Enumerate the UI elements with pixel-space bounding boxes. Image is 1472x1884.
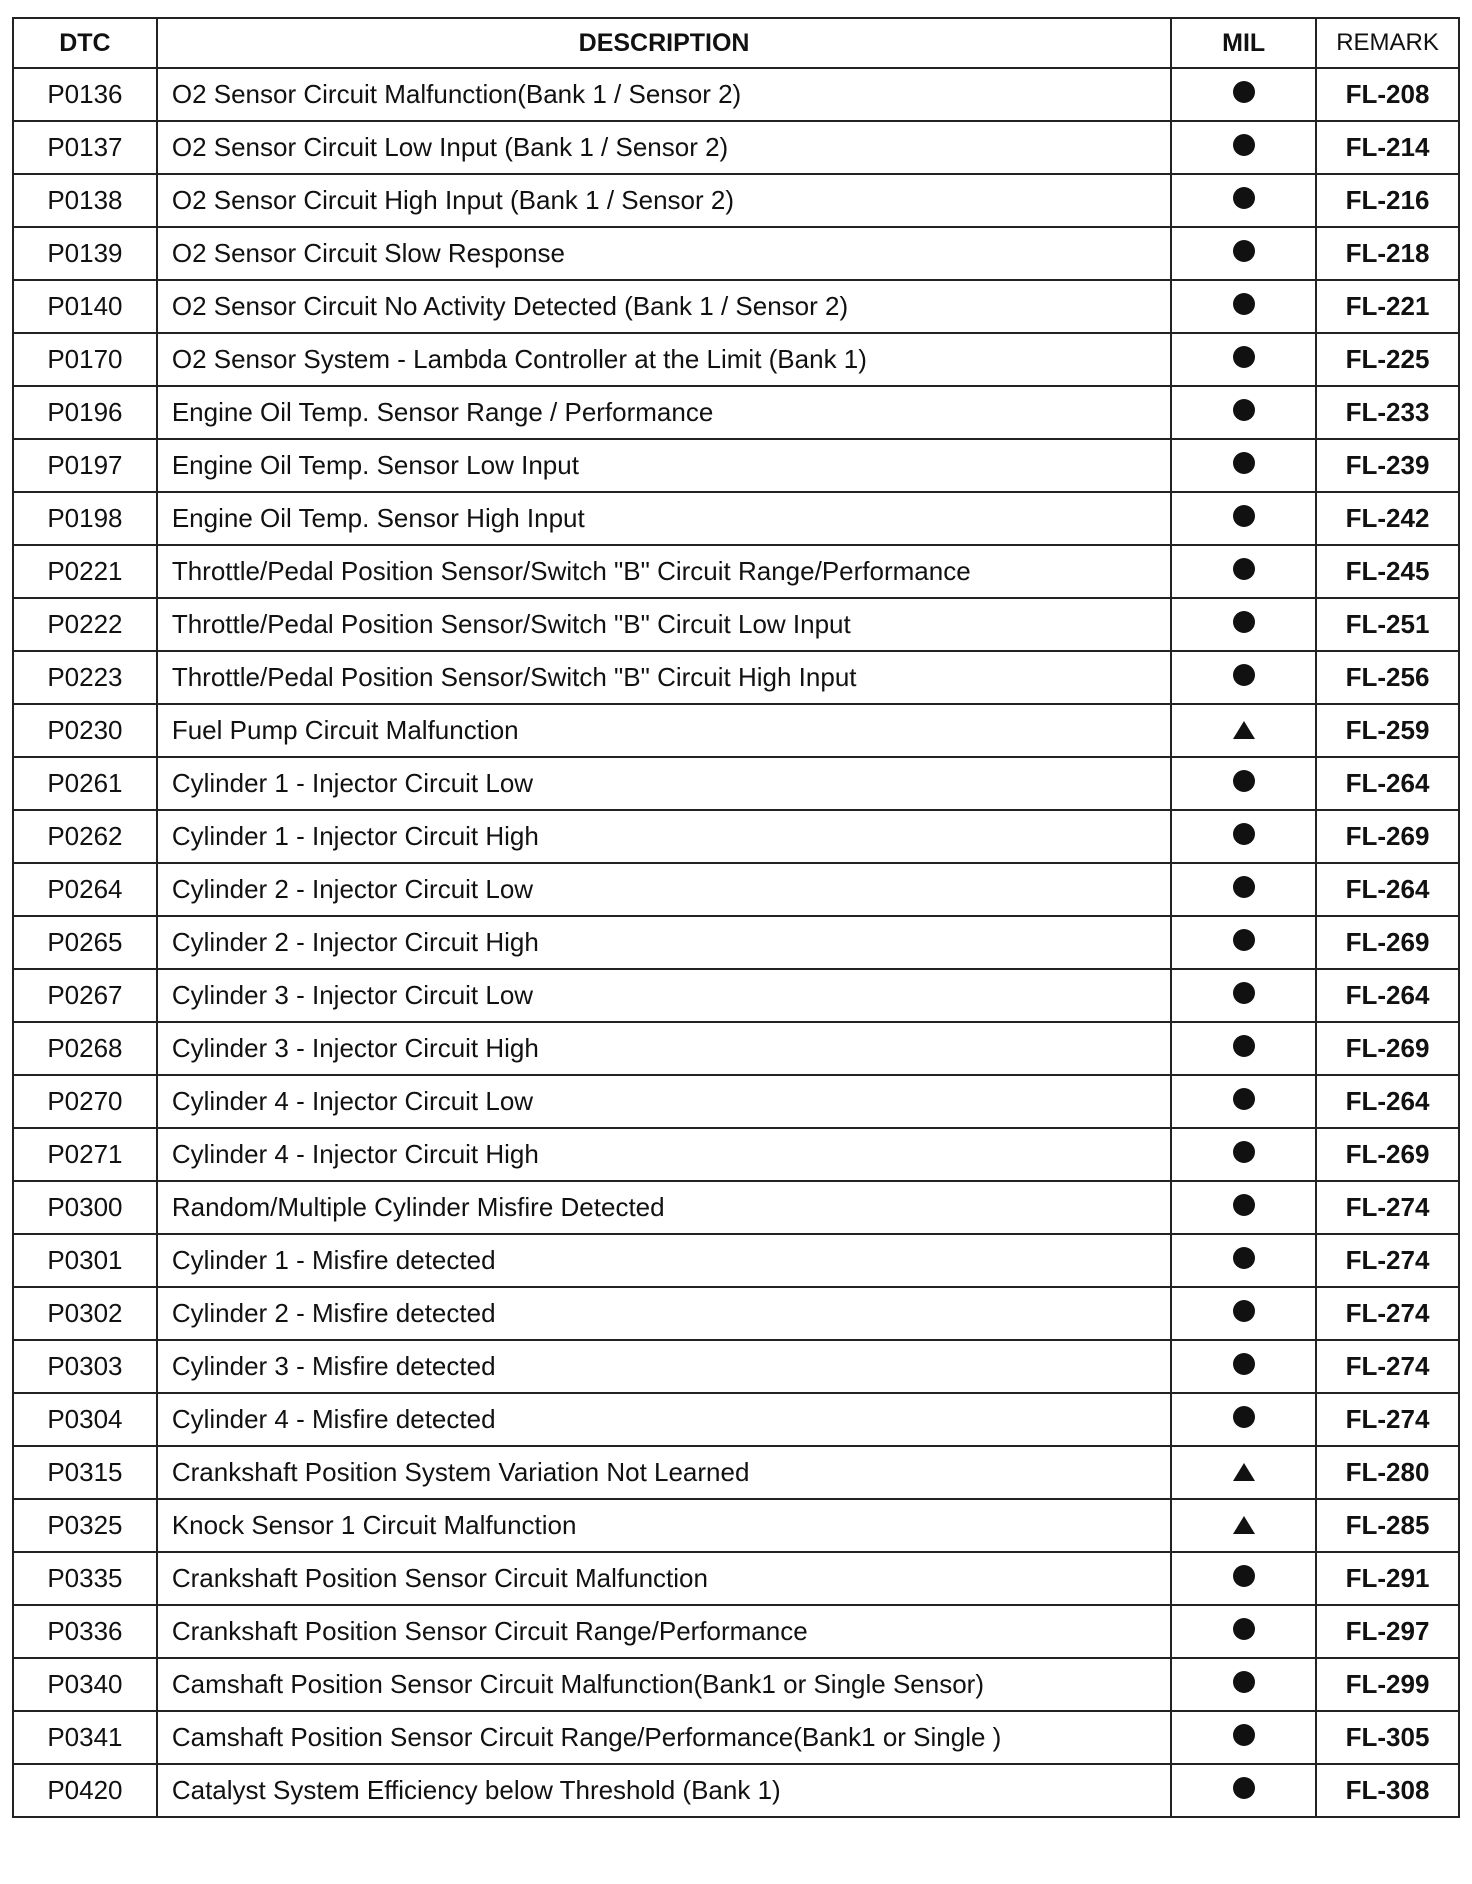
mil-cell [1171, 1181, 1316, 1234]
filled-circle-icon [1233, 1671, 1255, 1693]
dtc-description: O2 Sensor Circuit No Activity Detected (Bank 1 / Sensor 2) [157, 280, 1171, 333]
dtc-code: P0325 [13, 1499, 157, 1552]
remark-reference: FL-269 [1316, 1128, 1459, 1181]
dtc-code: P0221 [13, 545, 157, 598]
remark-reference: FL-225 [1316, 333, 1459, 386]
filled-circle-icon [1233, 876, 1255, 898]
filled-circle-icon [1233, 81, 1255, 103]
dtc-code: P0420 [13, 1764, 157, 1817]
remark-reference: FL-214 [1316, 121, 1459, 174]
dtc-description: Crankshaft Position Sensor Circuit Malfunction [157, 1552, 1171, 1605]
mil-cell [1171, 386, 1316, 439]
filled-circle-icon [1233, 823, 1255, 845]
table-row [13, 1499, 1459, 1552]
mil-cell [1171, 1658, 1316, 1711]
remark-reference: FL-291 [1316, 1552, 1459, 1605]
mil-cell [1171, 1022, 1316, 1075]
filled-circle-icon [1233, 293, 1255, 315]
remark-reference: FL-274 [1316, 1234, 1459, 1287]
filled-circle-icon [1233, 1194, 1255, 1216]
dtc-description: O2 Sensor Circuit High Input (Bank 1 / Sensor 2) [157, 174, 1171, 227]
mil-cell [1171, 651, 1316, 704]
mil-cell [1171, 1605, 1316, 1658]
remark-reference: FL-299 [1316, 1658, 1459, 1711]
mil-cell [1171, 598, 1316, 651]
table-row [13, 598, 1459, 651]
dtc-code: P0196 [13, 386, 157, 439]
table-row [13, 227, 1459, 280]
remark-reference: FL-264 [1316, 1075, 1459, 1128]
dtc-description: Cylinder 2 - Injector Circuit High [157, 916, 1171, 969]
table-row [13, 1658, 1459, 1711]
table-row [13, 1393, 1459, 1446]
filled-circle-icon [1233, 929, 1255, 951]
filled-circle-icon [1233, 1141, 1255, 1163]
table-row [13, 68, 1459, 121]
mil-cell [1171, 863, 1316, 916]
table-row [13, 439, 1459, 492]
table-row [13, 333, 1459, 386]
dtc-code: P0271 [13, 1128, 157, 1181]
filled-circle-icon [1233, 611, 1255, 633]
mil-cell [1171, 492, 1316, 545]
dtc-description: Crankshaft Position System Variation Not Learned [157, 1446, 1171, 1499]
triangle-icon [1233, 1463, 1255, 1481]
dtc-code: P0301 [13, 1234, 157, 1287]
filled-circle-icon [1233, 240, 1255, 262]
header-description: DESCRIPTION [157, 18, 1171, 68]
dtc-code: P0267 [13, 969, 157, 1022]
mil-cell [1171, 333, 1316, 386]
dtc-description: Cylinder 2 - Misfire detected [157, 1287, 1171, 1340]
dtc-code: P0139 [13, 227, 157, 280]
table-row [13, 969, 1459, 1022]
mil-cell [1171, 969, 1316, 1022]
mil-cell [1171, 545, 1316, 598]
remark-reference: FL-264 [1316, 969, 1459, 1022]
dtc-description: O2 Sensor System - Lambda Controller at the Limit (Bank 1) [157, 333, 1171, 386]
table-row [13, 1711, 1459, 1764]
dtc-code: P0262 [13, 810, 157, 863]
remark-reference: FL-274 [1316, 1181, 1459, 1234]
dtc-description: Cylinder 4 - Injector Circuit Low [157, 1075, 1171, 1128]
mil-cell [1171, 704, 1316, 757]
filled-circle-icon [1233, 346, 1255, 368]
remark-reference: FL-245 [1316, 545, 1459, 598]
table-row [13, 651, 1459, 704]
remark-reference: FL-274 [1316, 1287, 1459, 1340]
mil-cell [1171, 174, 1316, 227]
dtc-description: Camshaft Position Sensor Circuit Malfunction(Bank1 or Single Sensor) [157, 1658, 1171, 1711]
table-row [13, 1181, 1459, 1234]
mil-cell [1171, 1552, 1316, 1605]
remark-reference: FL-208 [1316, 68, 1459, 121]
filled-circle-icon [1233, 1406, 1255, 1428]
filled-circle-icon [1233, 1353, 1255, 1375]
remark-reference: FL-259 [1316, 704, 1459, 757]
table-row [13, 174, 1459, 227]
table-row [13, 1605, 1459, 1658]
filled-circle-icon [1233, 399, 1255, 421]
dtc-description: Camshaft Position Sensor Circuit Range/Performance(Bank1 or Single ) [157, 1711, 1171, 1764]
dtc-code: P0197 [13, 439, 157, 492]
header-row [13, 18, 1459, 68]
dtc-code: P0136 [13, 68, 157, 121]
table-row [13, 1287, 1459, 1340]
dtc-description: Cylinder 2 - Injector Circuit Low [157, 863, 1171, 916]
mil-cell [1171, 916, 1316, 969]
mil-cell [1171, 757, 1316, 810]
filled-circle-icon [1233, 452, 1255, 474]
dtc-description: O2 Sensor Circuit Malfunction(Bank 1 / Sensor 2) [157, 68, 1171, 121]
table-row [13, 1075, 1459, 1128]
dtc-table [12, 17, 1460, 1818]
dtc-description: Catalyst System Efficiency below Threshold (Bank 1) [157, 1764, 1171, 1817]
mil-cell [1171, 1393, 1316, 1446]
dtc-code: P0265 [13, 916, 157, 969]
dtc-code: P0223 [13, 651, 157, 704]
dtc-description: Random/Multiple Cylinder Misfire Detected [157, 1181, 1171, 1234]
mil-cell [1171, 1234, 1316, 1287]
table-row [13, 810, 1459, 863]
header-remark: REMARK [1316, 18, 1459, 68]
dtc-code: P0230 [13, 704, 157, 757]
dtc-code: P0335 [13, 1552, 157, 1605]
remark-reference: FL-264 [1316, 757, 1459, 810]
dtc-code: P0268 [13, 1022, 157, 1075]
mil-cell [1171, 1287, 1316, 1340]
dtc-code: P0315 [13, 1446, 157, 1499]
filled-circle-icon [1233, 1300, 1255, 1322]
mil-cell [1171, 1446, 1316, 1499]
header-mil: MIL [1171, 18, 1316, 68]
table-row [13, 492, 1459, 545]
dtc-description: Engine Oil Temp. Sensor High Input [157, 492, 1171, 545]
filled-circle-icon [1233, 505, 1255, 527]
table-row [13, 1446, 1459, 1499]
dtc-description: Cylinder 3 - Injector Circuit High [157, 1022, 1171, 1075]
dtc-code: P0137 [13, 121, 157, 174]
dtc-description: Knock Sensor 1 Circuit Malfunction [157, 1499, 1171, 1552]
dtc-code: P0222 [13, 598, 157, 651]
mil-cell [1171, 1128, 1316, 1181]
dtc-code: P0341 [13, 1711, 157, 1764]
table-row [13, 1234, 1459, 1287]
mil-cell [1171, 1499, 1316, 1552]
filled-circle-icon [1233, 1565, 1255, 1587]
dtc-description: Cylinder 1 - Misfire detected [157, 1234, 1171, 1287]
mil-cell [1171, 1764, 1316, 1817]
dtc-code: P0140 [13, 280, 157, 333]
dtc-code: P0261 [13, 757, 157, 810]
mil-cell [1171, 439, 1316, 492]
remark-reference: FL-221 [1316, 280, 1459, 333]
dtc-code: P0264 [13, 863, 157, 916]
remark-reference: FL-269 [1316, 810, 1459, 863]
dtc-description: Cylinder 1 - Injector Circuit Low [157, 757, 1171, 810]
table-row [13, 916, 1459, 969]
triangle-icon [1233, 1516, 1255, 1534]
remark-reference: FL-305 [1316, 1711, 1459, 1764]
filled-circle-icon [1233, 982, 1255, 1004]
filled-circle-icon [1233, 664, 1255, 686]
dtc-description: Cylinder 4 - Misfire detected [157, 1393, 1171, 1446]
filled-circle-icon [1233, 1035, 1255, 1057]
dtc-description: Crankshaft Position Sensor Circuit Range/Performance [157, 1605, 1171, 1658]
remark-reference: FL-233 [1316, 386, 1459, 439]
table-row [13, 1552, 1459, 1605]
remark-reference: FL-239 [1316, 439, 1459, 492]
remark-reference: FL-280 [1316, 1446, 1459, 1499]
dtc-description: O2 Sensor Circuit Low Input (Bank 1 / Sensor 2) [157, 121, 1171, 174]
filled-circle-icon [1233, 770, 1255, 792]
filled-circle-icon [1233, 1724, 1255, 1746]
mil-cell [1171, 227, 1316, 280]
remark-reference: FL-218 [1316, 227, 1459, 280]
dtc-code: P0303 [13, 1340, 157, 1393]
table-row [13, 1764, 1459, 1817]
remark-reference: FL-216 [1316, 174, 1459, 227]
dtc-description: Engine Oil Temp. Sensor Range / Performance [157, 386, 1171, 439]
mil-cell [1171, 121, 1316, 174]
filled-circle-icon [1233, 187, 1255, 209]
remark-reference: FL-308 [1316, 1764, 1459, 1817]
remark-reference: FL-274 [1316, 1393, 1459, 1446]
remark-reference: FL-285 [1316, 1499, 1459, 1552]
table-row [13, 545, 1459, 598]
filled-circle-icon [1233, 1618, 1255, 1640]
filled-circle-icon [1233, 1088, 1255, 1110]
table-row [13, 280, 1459, 333]
dtc-description: Cylinder 3 - Injector Circuit Low [157, 969, 1171, 1022]
dtc-code: P0302 [13, 1287, 157, 1340]
table-row [13, 1022, 1459, 1075]
table-row [13, 1128, 1459, 1181]
mil-cell [1171, 810, 1316, 863]
dtc-description: Engine Oil Temp. Sensor Low Input [157, 439, 1171, 492]
dtc-description: Throttle/Pedal Position Sensor/Switch "B" Circuit Low Input [157, 598, 1171, 651]
remark-reference: FL-269 [1316, 1022, 1459, 1075]
remark-reference: FL-256 [1316, 651, 1459, 704]
dtc-code: P0138 [13, 174, 157, 227]
dtc-code: P0336 [13, 1605, 157, 1658]
dtc-code: P0340 [13, 1658, 157, 1711]
dtc-code: P0270 [13, 1075, 157, 1128]
remark-reference: FL-269 [1316, 916, 1459, 969]
remark-reference: FL-274 [1316, 1340, 1459, 1393]
table-row [13, 704, 1459, 757]
dtc-description: Cylinder 4 - Injector Circuit High [157, 1128, 1171, 1181]
mil-cell [1171, 280, 1316, 333]
triangle-icon [1233, 721, 1255, 739]
table-row [13, 1340, 1459, 1393]
table-row [13, 863, 1459, 916]
mil-cell [1171, 1711, 1316, 1764]
dtc-code: P0300 [13, 1181, 157, 1234]
dtc-code: P0198 [13, 492, 157, 545]
dtc-description: Cylinder 1 - Injector Circuit High [157, 810, 1171, 863]
filled-circle-icon [1233, 1777, 1255, 1799]
remark-reference: FL-297 [1316, 1605, 1459, 1658]
header-dtc: DTC [13, 18, 157, 68]
dtc-description: Throttle/Pedal Position Sensor/Switch "B" Circuit High Input [157, 651, 1171, 704]
table-body [13, 68, 1459, 1817]
mil-cell [1171, 68, 1316, 121]
dtc-description: Fuel Pump Circuit Malfunction [157, 704, 1171, 757]
mil-cell [1171, 1075, 1316, 1128]
table-row [13, 757, 1459, 810]
table-row [13, 121, 1459, 174]
filled-circle-icon [1233, 558, 1255, 580]
dtc-code: P0170 [13, 333, 157, 386]
remark-reference: FL-264 [1316, 863, 1459, 916]
dtc-description: Throttle/Pedal Position Sensor/Switch "B" Circuit Range/Performance [157, 545, 1171, 598]
table-row [13, 386, 1459, 439]
dtc-code: P0304 [13, 1393, 157, 1446]
remark-reference: FL-242 [1316, 492, 1459, 545]
mil-cell [1171, 1340, 1316, 1393]
dtc-description: O2 Sensor Circuit Slow Response [157, 227, 1171, 280]
filled-circle-icon [1233, 1247, 1255, 1269]
dtc-description: Cylinder 3 - Misfire detected [157, 1340, 1171, 1393]
remark-reference: FL-251 [1316, 598, 1459, 651]
filled-circle-icon [1233, 134, 1255, 156]
